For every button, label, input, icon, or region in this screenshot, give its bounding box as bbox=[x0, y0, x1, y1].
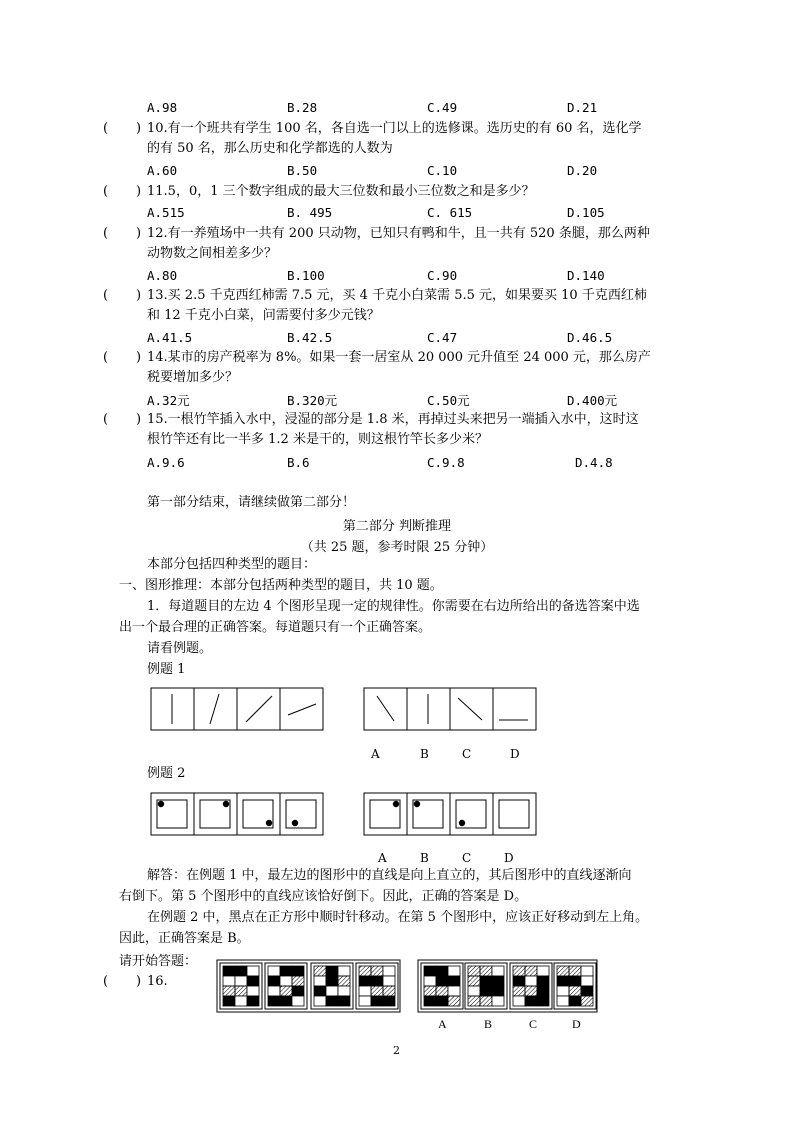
answer-letter-d: D bbox=[510, 747, 520, 761]
q16-cell bbox=[513, 996, 525, 1006]
q16-cell bbox=[338, 986, 350, 996]
q16-cell bbox=[525, 996, 537, 1006]
q16-cell bbox=[448, 976, 460, 986]
q16-cell bbox=[223, 996, 235, 1006]
q16-cell bbox=[569, 976, 581, 986]
q16-cell bbox=[247, 966, 259, 976]
q16-cell bbox=[292, 966, 304, 976]
q16-cell bbox=[326, 966, 338, 976]
q16-cell bbox=[247, 996, 259, 1006]
q16-cell bbox=[338, 976, 350, 986]
option-d: D.21 bbox=[567, 100, 598, 115]
page-number: 2 bbox=[393, 1044, 400, 1057]
q16-cell bbox=[268, 966, 280, 976]
answer-letter-b: B bbox=[420, 851, 429, 865]
q16-cell bbox=[326, 996, 338, 1006]
q16-cell bbox=[525, 976, 537, 986]
question-12-text-cont: 动物数之间相差多少？ bbox=[147, 246, 278, 261]
answer-bracket-close: ) bbox=[136, 226, 142, 241]
option-b: B.42.5 bbox=[287, 330, 333, 345]
answer-bracket-open[interactable]: ( bbox=[103, 974, 109, 989]
example-1-figure bbox=[0, 686, 794, 746]
q16-cell bbox=[525, 986, 537, 996]
q16-cell bbox=[371, 976, 383, 986]
line-mark bbox=[458, 698, 482, 720]
option-a: A.32元 bbox=[147, 393, 190, 408]
q16-cell bbox=[383, 966, 395, 976]
q16-cell bbox=[235, 976, 247, 986]
option-b: B.320元 bbox=[287, 393, 338, 408]
section-heading: 一、图形推理：本部分包括两种类型的题目，共 10 题。 bbox=[119, 578, 443, 593]
option-a: A.515 bbox=[147, 205, 185, 220]
option-d: D.400元 bbox=[567, 393, 618, 408]
q16-cell bbox=[436, 996, 448, 1006]
q16-cell bbox=[223, 976, 235, 986]
q16-cell bbox=[492, 996, 504, 1006]
answer-bracket-close: ) bbox=[136, 121, 142, 136]
line-mark bbox=[377, 696, 394, 721]
q16-cell bbox=[338, 966, 350, 976]
q16-cell bbox=[468, 966, 480, 976]
explanation-1-text: 解答：在例题 1 中，最左边的图形中的直线是向上直立的，其后图形中的直线逐渐向 bbox=[147, 868, 632, 883]
answer-bracket-close: ) bbox=[136, 412, 142, 427]
q16-cell bbox=[383, 996, 395, 1006]
option-a: A.9.6 bbox=[147, 455, 185, 470]
example-1-label: 例题 1 bbox=[147, 662, 186, 677]
q16-cell bbox=[513, 986, 525, 996]
option-b: B.50 bbox=[287, 163, 318, 178]
q16-cell bbox=[492, 976, 504, 986]
answer-bracket-open[interactable]: ( bbox=[103, 350, 109, 365]
question-14-text: 14.某市的房产税率为 8%。如果一套一居室从 20 000 元升值至 24 000 元，那么房产 bbox=[147, 350, 651, 365]
option-a: A.60 bbox=[147, 163, 178, 178]
q16-cell bbox=[424, 986, 436, 996]
q16-cell bbox=[537, 966, 549, 976]
black-dot bbox=[223, 801, 229, 807]
q16-cell bbox=[557, 976, 569, 986]
option-d: D.105 bbox=[567, 205, 605, 220]
option-b: B.100 bbox=[287, 268, 325, 283]
q16-cell bbox=[448, 996, 460, 1006]
question-10-text: 10.有一个班共有学生 100 名，各自选一门以上的选修课。选历史的有 60 名，选化学 bbox=[147, 121, 642, 136]
q16-cell bbox=[314, 986, 326, 996]
q16-cell bbox=[436, 966, 448, 976]
q16-cell bbox=[359, 976, 371, 986]
q16-cell bbox=[436, 976, 448, 986]
q16-cell bbox=[314, 966, 326, 976]
q16-cell bbox=[581, 986, 593, 996]
q16-cell bbox=[314, 996, 326, 1006]
answer-bracket-open[interactable]: ( bbox=[103, 184, 109, 199]
line-mark bbox=[210, 694, 219, 724]
q16-cell bbox=[268, 996, 280, 1006]
q16-cell bbox=[492, 966, 504, 976]
answer-bracket-open[interactable]: ( bbox=[103, 288, 109, 303]
q16-cell bbox=[569, 966, 581, 976]
answer-letter-d: D bbox=[504, 851, 514, 865]
option-a: A.80 bbox=[147, 268, 178, 283]
start-prompt: 请开始答题： bbox=[119, 954, 198, 969]
q16-cell bbox=[525, 966, 537, 976]
black-dot bbox=[292, 820, 298, 826]
see-example-text: 请看例题。 bbox=[147, 641, 213, 656]
q16-cell bbox=[581, 996, 593, 1006]
answer-letter-a: A bbox=[371, 747, 380, 761]
q16-cell bbox=[581, 966, 593, 976]
q16-cell bbox=[223, 966, 235, 976]
q16-cell bbox=[280, 986, 292, 996]
answer-letter-b: B bbox=[484, 1017, 493, 1031]
answer-bracket-close: ) bbox=[136, 974, 142, 989]
explanation-2-text: 在例题 2 中，黑点在正方形中顺时针移动。在第 5 个图形中，应该正好移动到左上角。 bbox=[147, 910, 649, 925]
q16-cell bbox=[280, 976, 292, 986]
q16-cell bbox=[235, 966, 247, 976]
option-a: A.41.5 bbox=[147, 330, 193, 345]
black-dot bbox=[393, 801, 399, 807]
answer-letter-a: A bbox=[378, 851, 387, 865]
q16-cell bbox=[223, 986, 235, 996]
answer-bracket-open[interactable]: ( bbox=[103, 226, 109, 241]
explanation-2-text-cont: 因此，正确答案是 B。 bbox=[119, 931, 250, 946]
question-10-text-cont: 的有 50 名，那么历史和化学都选的人数为 bbox=[147, 141, 393, 156]
q16-cell bbox=[371, 986, 383, 996]
q16-cell bbox=[492, 986, 504, 996]
option-c: C. 615 bbox=[427, 205, 473, 220]
instruction-text-cont: 出一个最合理的正确答案。每道题只有一个正确答案。 bbox=[119, 620, 432, 635]
answer-letter-c: C bbox=[462, 851, 472, 865]
q16-cell bbox=[557, 986, 569, 996]
answer-bracket-open[interactable]: ( bbox=[103, 121, 109, 136]
q16-cell bbox=[480, 976, 492, 986]
q16-cell bbox=[314, 976, 326, 986]
option-c: C.9.8 bbox=[427, 455, 465, 470]
question-12-text: 12.有一养殖场中一共有 200 只动物，已知只有鸭和牛，且一共有 520 条腿，那么两种 bbox=[147, 226, 650, 241]
example-2-label: 例题 2 bbox=[147, 766, 186, 781]
line-mark bbox=[246, 696, 272, 722]
q16-cell bbox=[557, 996, 569, 1006]
question-14-text-cont: 税要增加多少？ bbox=[147, 370, 239, 385]
answer-bracket-close: ) bbox=[136, 288, 142, 303]
q16-cell bbox=[247, 976, 259, 986]
q16-cell bbox=[468, 996, 480, 1006]
q16-cell bbox=[235, 986, 247, 996]
q16-cell bbox=[371, 996, 383, 1006]
question-11-text: 11.5，0，1 三个数字组成的最大三位数和最小三位数之和是多少？ bbox=[147, 184, 535, 199]
answer-letter-b: B bbox=[420, 747, 429, 761]
option-b: B.28 bbox=[287, 100, 318, 115]
q16-cell bbox=[338, 996, 350, 1006]
q16-cell bbox=[292, 986, 304, 996]
q16-cell bbox=[537, 986, 549, 996]
explanation-1-text-cont: 右倒下。第 5 个图形中的直线应该恰好倒下。因此，正确的答案是 D。 bbox=[119, 889, 528, 904]
black-dot bbox=[266, 820, 272, 826]
option-c: C.90 bbox=[427, 268, 458, 283]
line-mark bbox=[288, 704, 316, 715]
option-d: D.46.5 bbox=[567, 330, 613, 345]
q16-cell bbox=[557, 966, 569, 976]
q16-cell bbox=[424, 966, 436, 976]
q16-cell bbox=[424, 996, 436, 1006]
question-13-text: 13.买 2.5 千克西红柿需 7.5 元，买 4 千克小白菜需 5.5 元，如果要买 10 千克西红柿 bbox=[147, 288, 647, 303]
q16-cell bbox=[424, 976, 436, 986]
q16-cell bbox=[468, 976, 480, 986]
option-b: B.6 bbox=[287, 455, 310, 470]
q16-cell bbox=[371, 966, 383, 976]
answer-bracket-open[interactable]: ( bbox=[103, 412, 109, 427]
q16-cell bbox=[359, 966, 371, 976]
option-d: D.4.8 bbox=[575, 455, 613, 470]
q16-cell bbox=[235, 996, 247, 1006]
instruction-text: 1．每道题目的左边 4 个图形呈现一定的规律性。你需要在右边所给出的备选答案中选 bbox=[147, 599, 640, 614]
q16-cell bbox=[480, 986, 492, 996]
answer-bracket-close: ) bbox=[136, 184, 142, 199]
answer-letter-a: A bbox=[438, 1017, 447, 1031]
answer-letter-c: C bbox=[462, 747, 472, 761]
question-16-number: 16. bbox=[147, 974, 168, 989]
q16-cell bbox=[268, 986, 280, 996]
option-c: C.47 bbox=[427, 330, 458, 345]
q16-cell bbox=[359, 986, 371, 996]
answer-bracket-close: ) bbox=[136, 350, 142, 365]
q16-cell bbox=[581, 976, 593, 986]
question-16-figure bbox=[0, 958, 794, 1018]
q16-cell bbox=[436, 986, 448, 996]
q16-cell bbox=[448, 986, 460, 996]
intro-text: 本部分包括四种类型的题目： bbox=[147, 557, 317, 572]
q16-cell bbox=[513, 976, 525, 986]
part1-end-notice: 第一部分结束，请继续做第二部分！ bbox=[147, 495, 356, 510]
q16-cell bbox=[268, 976, 280, 986]
q16-cell bbox=[383, 976, 395, 986]
part2-title: 第二部分 判断推理 bbox=[342, 519, 452, 534]
option-c: C.10 bbox=[427, 163, 458, 178]
q16-cell bbox=[537, 996, 549, 1006]
q16-cell bbox=[292, 996, 304, 1006]
option-d: D.20 bbox=[567, 163, 598, 178]
q16-cell bbox=[480, 966, 492, 976]
q16-cell bbox=[326, 986, 338, 996]
q16-cell bbox=[468, 986, 480, 996]
q16-cell bbox=[537, 976, 549, 986]
q16-cell bbox=[247, 986, 259, 996]
option-b: B. 495 bbox=[287, 205, 333, 220]
q16-cell bbox=[292, 976, 304, 986]
black-dot bbox=[459, 820, 465, 826]
q16-cell bbox=[569, 986, 581, 996]
q16-cell bbox=[280, 996, 292, 1006]
q16-cell bbox=[326, 976, 338, 986]
black-dot bbox=[158, 801, 164, 807]
option-c: C.50元 bbox=[427, 393, 470, 408]
option-d: D.140 bbox=[567, 268, 605, 283]
q16-cell bbox=[359, 996, 371, 1006]
question-13-text-cont: 和 12 千克小白菜，问需要付多少元钱？ bbox=[147, 308, 380, 323]
answer-letter-c: C bbox=[529, 1017, 538, 1031]
part2-subtitle: （共 25 题，参考时限 25 分钟） bbox=[300, 540, 494, 555]
question-15-text-cont: 根竹竿还有比一半多 1.2 米是干的，则这根竹竿长多少米？ bbox=[147, 432, 488, 447]
question-15-text: 15.一根竹竿插入水中，浸湿的部分是 1.8 米，再掉过头来把另一端插入水中，这时这 bbox=[147, 412, 639, 427]
q16-cell bbox=[513, 966, 525, 976]
q16-cell bbox=[480, 996, 492, 1006]
q16-cell bbox=[383, 986, 395, 996]
q16-cell bbox=[448, 966, 460, 976]
option-a: A.98 bbox=[147, 100, 178, 115]
answer-letter-d: D bbox=[572, 1017, 581, 1031]
option-c: C.49 bbox=[427, 100, 458, 115]
black-dot bbox=[414, 801, 420, 807]
q16-cell bbox=[569, 996, 581, 1006]
example-2-figure bbox=[0, 792, 794, 842]
q16-cell bbox=[280, 966, 292, 976]
